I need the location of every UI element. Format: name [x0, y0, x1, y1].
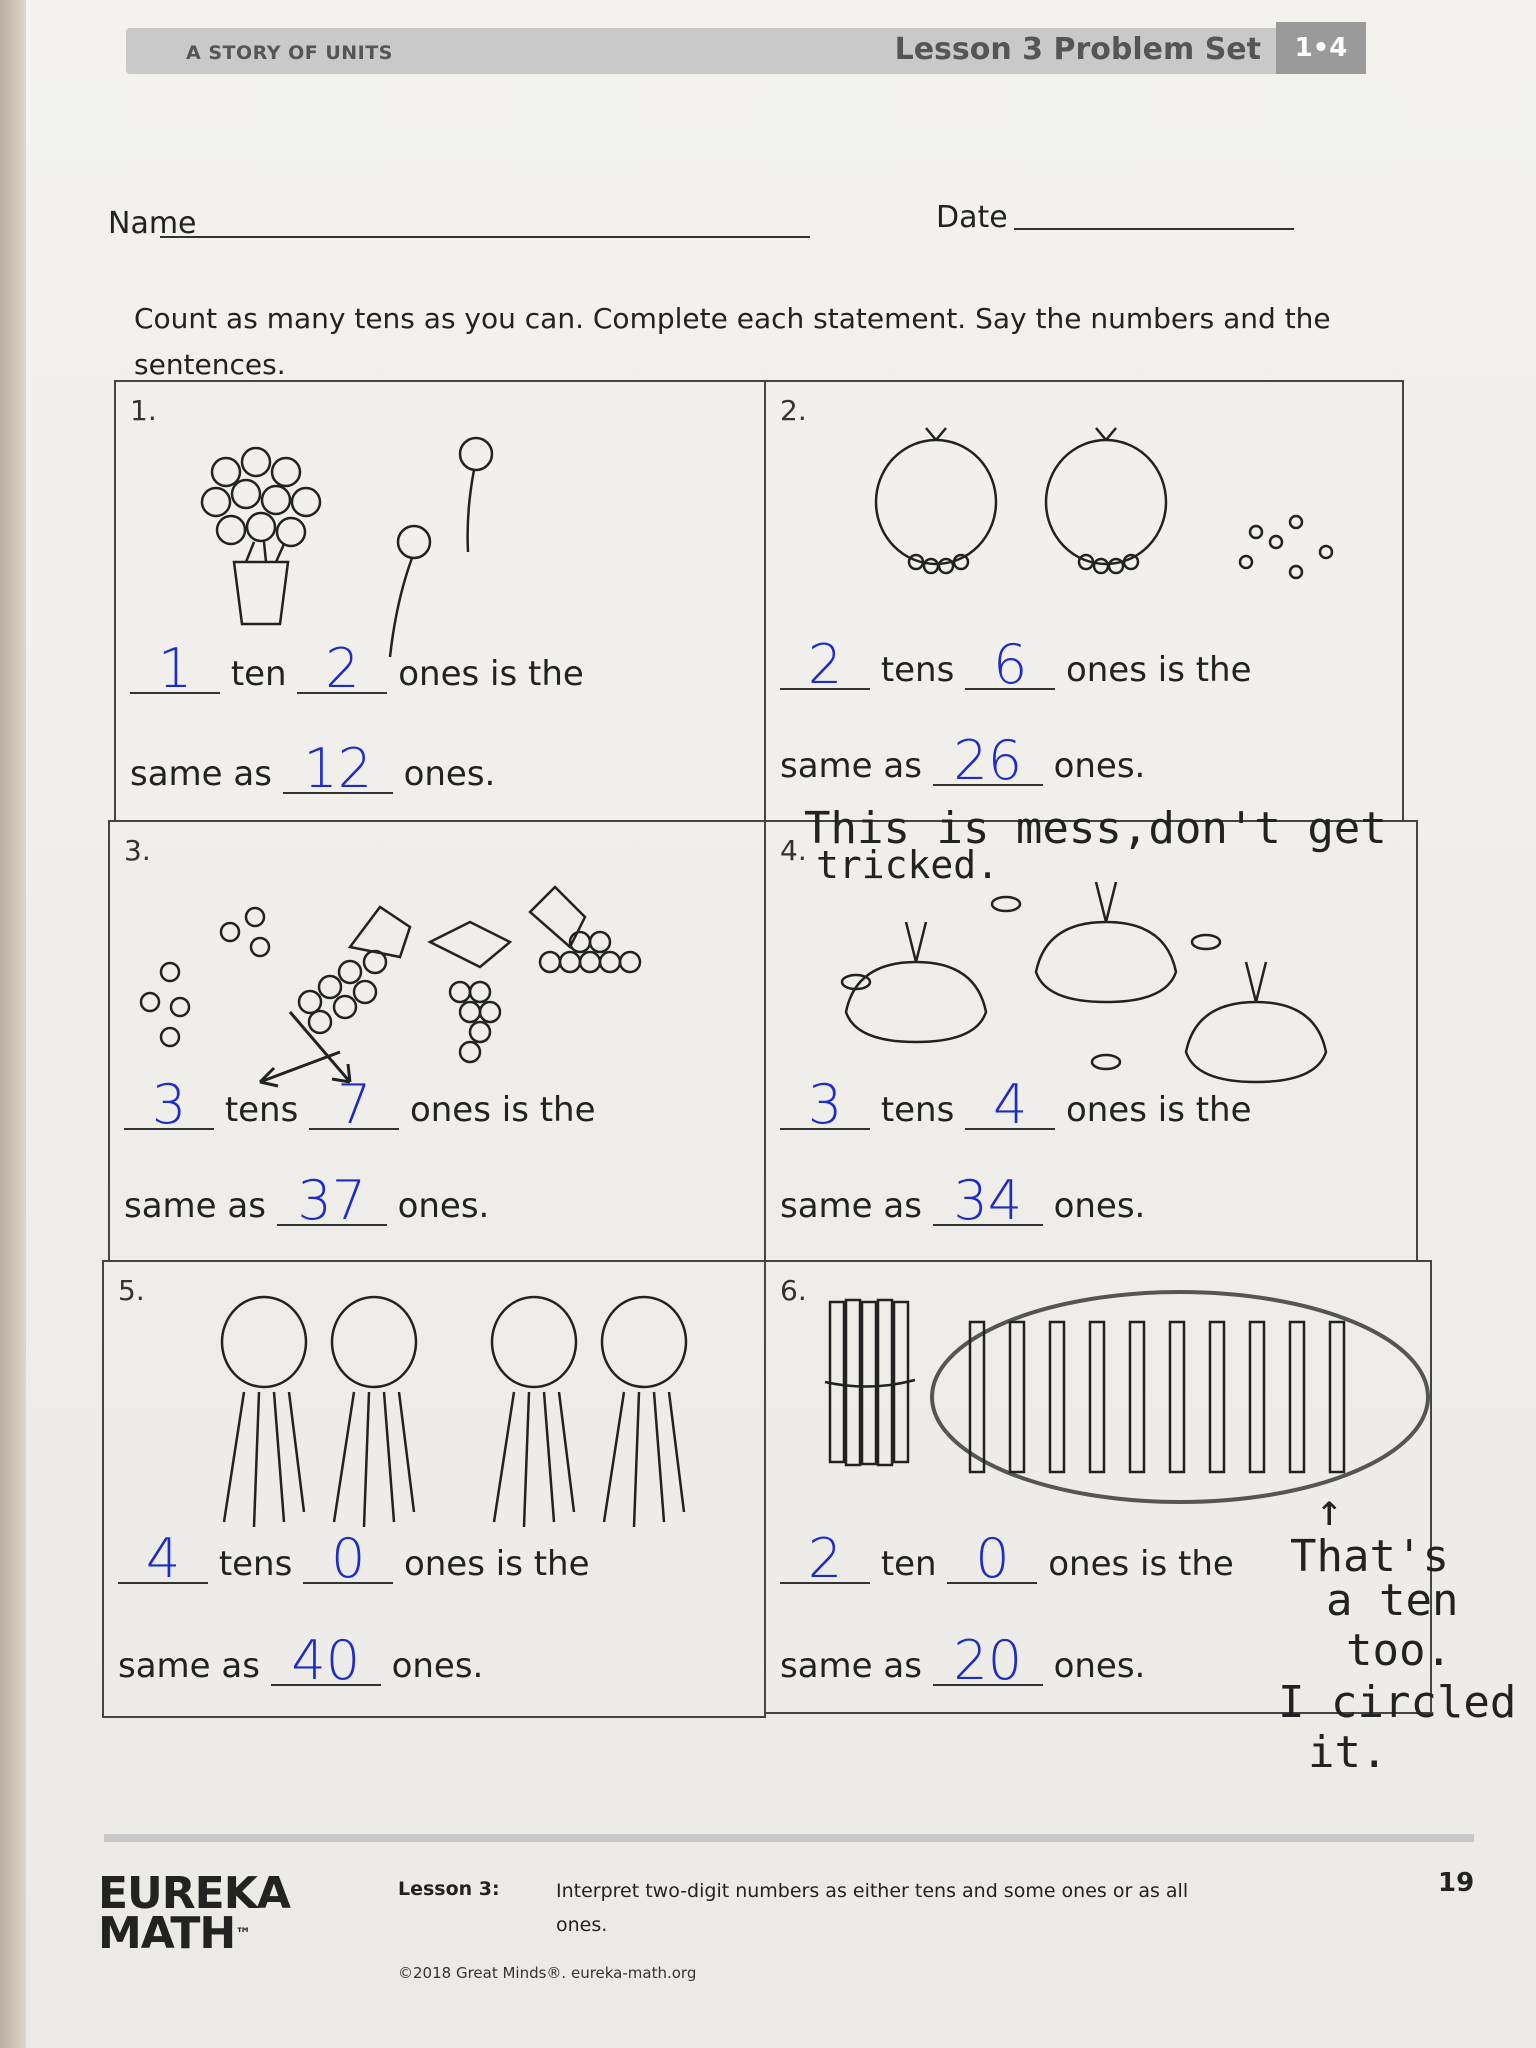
carrot-bunches-picture: [204, 1292, 724, 1532]
handwritten-note-problem6-line3: too.: [1346, 1625, 1452, 1676]
total-blank[interactable]: 34: [933, 1186, 1043, 1226]
handwritten-note-problem4-line1: This is mess,don't get: [804, 803, 1387, 854]
tens-blank[interactable]: 2: [780, 650, 870, 690]
problem-number: 5.: [118, 1274, 145, 1307]
ones-blank[interactable]: 0: [303, 1544, 393, 1584]
ones-blank[interactable]: 0: [947, 1544, 1037, 1584]
name-field[interactable]: [160, 236, 810, 238]
page-number: 19: [1438, 1868, 1475, 1898]
footer-lesson-description: Interpret two-digit numbers as either tens and some ones or as all ones.: [556, 1880, 1189, 1936]
footer-divider: [104, 1834, 1474, 1842]
statement-line-1: 2 tens 6 ones is the: [780, 650, 1252, 690]
statement-line-2: same as 40 ones.: [118, 1629, 484, 1692]
total-blank[interactable]: 26: [933, 746, 1043, 786]
statement-line-1: 4 tens 0 ones is the: [118, 1544, 590, 1584]
statement-line-2: same as 20 ones.: [780, 1629, 1146, 1692]
eureka-math-logo: EUREKA MATH™: [98, 1868, 290, 1959]
handwritten-note-problem6-line5: it.: [1308, 1727, 1388, 1778]
date-field[interactable]: [1014, 228, 1294, 230]
ones-blank[interactable]: 7: [309, 1090, 399, 1130]
statement-line-1: 1 ten 2 ones is the: [130, 654, 584, 694]
problem-number: 2.: [780, 394, 807, 427]
flowers-picture: [176, 432, 516, 662]
total-blank[interactable]: 40: [271, 1646, 381, 1686]
date-label: Date: [936, 200, 1008, 235]
tens-blank[interactable]: 3: [124, 1090, 214, 1130]
page-edge-shadow: [0, 0, 26, 2048]
lesson-title: Lesson 3 Problem Set: [894, 32, 1261, 67]
instructions: Count as many tens as you can. Complete each statement. Say the numbers and the sentences.: [134, 302, 1331, 381]
peanut-bags-picture: [806, 882, 1366, 1082]
ones-blank[interactable]: 4: [965, 1090, 1055, 1130]
handwritten-note-problem4-line2: tricked.: [816, 843, 1000, 887]
handwritten-note-problem6-line4: I circled: [1278, 1677, 1517, 1728]
module-badge: 1•4: [1276, 22, 1366, 74]
statement-line-2: same as 37 ones.: [124, 1169, 490, 1232]
problem-grid: [114, 380, 1444, 1720]
worksheet-page: [26, 0, 1536, 2048]
problem-number: 4.: [780, 834, 807, 867]
total-blank[interactable]: 20: [933, 1646, 1043, 1686]
problem-number: 6.: [780, 1274, 807, 1307]
statement-line-2: same as 34 ones.: [780, 1169, 1146, 1232]
problem-number: 1.: [130, 394, 157, 427]
header-bar: [126, 28, 1366, 74]
ones-blank[interactable]: 2: [297, 654, 387, 694]
tens-blank[interactable]: 4: [118, 1544, 208, 1584]
statement-line-2: same as 26 ones.: [780, 729, 1146, 792]
problem-3: [108, 820, 766, 1262]
footer-lesson-label: Lesson 3:: [398, 1878, 500, 1900]
tens-blank[interactable]: 2: [780, 1544, 870, 1584]
problem-number: 3.: [124, 834, 151, 867]
ones-blank[interactable]: 6: [965, 650, 1055, 690]
statement-line-1: 3 tens 4 ones is the: [780, 1090, 1252, 1130]
series-title: A STORY OF UNITS: [186, 42, 393, 64]
tens-blank[interactable]: 1: [130, 654, 220, 694]
statement-line-2: same as 12 ones.: [130, 737, 496, 800]
handwritten-note-problem6-line1: That's: [1290, 1531, 1449, 1582]
arrow-up-icon: ↑: [1316, 1485, 1343, 1536]
problem-5: [102, 1260, 766, 1718]
problem-2: [764, 380, 1404, 822]
total-blank[interactable]: 37: [277, 1186, 387, 1226]
name-label: Name: [108, 206, 197, 241]
handwritten-note-problem6-line2: a ten: [1326, 1575, 1459, 1626]
copyright: ©2018 Great Minds®. eureka-math.org: [398, 1964, 697, 1982]
problem-1: [114, 380, 766, 822]
total-blank[interactable]: 12: [283, 754, 393, 794]
grapes-picture: [130, 862, 730, 1062]
bead-necklaces-picture: [826, 422, 1346, 622]
statement-line-1: 3 tens 7 ones is the: [124, 1090, 596, 1130]
statement-line-1: 2 ten 0 ones is the: [780, 1544, 1234, 1584]
tens-blank[interactable]: 3: [780, 1090, 870, 1130]
